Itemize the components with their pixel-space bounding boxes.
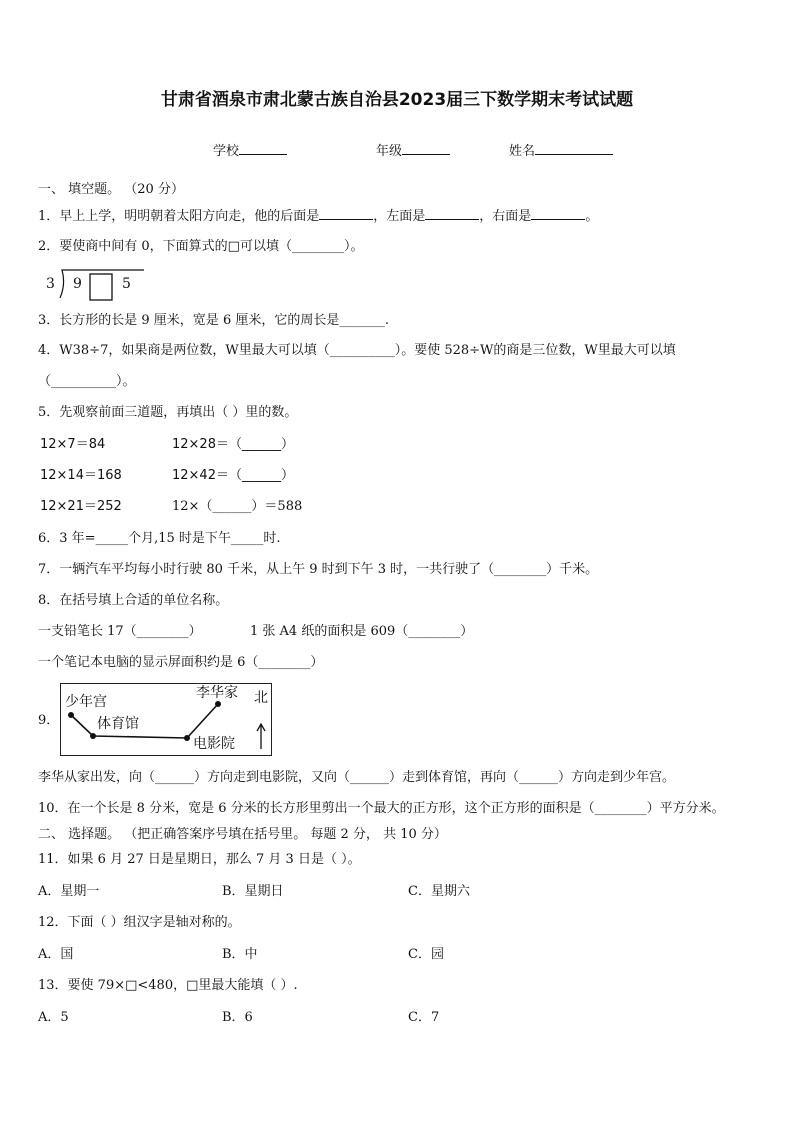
division-digit-3: 5	[122, 276, 131, 292]
question-4-line-2: （__________）。	[38, 374, 136, 389]
map-label-shaonian: 少年宫	[65, 694, 107, 710]
division-divisor: 3	[46, 276, 55, 292]
question-9-text: 李华从家出发，向（______）方向走到电影院，又向（______）走到体育馆，再向（______）方向走到少年宫。	[38, 770, 676, 785]
question-11: 11．如果 6 月 27 日是星期日，那么 7 月 3 日是（ ）。	[38, 852, 361, 867]
school-field	[213, 142, 287, 160]
shaonian-point	[68, 712, 74, 718]
q12-option-b[interactable]: B．中	[222, 947, 258, 962]
map-label-north: 北	[254, 690, 268, 706]
tiyu-point	[90, 733, 96, 739]
question-4-line-1: 4．W38÷7，如果商是两位数，W里最大可以填（__________）。要使 528÷W的商是三位数，W里最大可以填	[38, 343, 676, 358]
q8-item-pencil: 一支铅笔长 17（________）	[38, 624, 202, 639]
q9-route-map	[60, 683, 272, 756]
division-digit-box[interactable]	[90, 274, 112, 300]
q13-option-c[interactable]: C．7	[408, 1010, 440, 1025]
question-1: 1．早上上学，明明朝着太阳方向走，他的后面是 ，左面是 ，右面是 。	[38, 209, 599, 224]
q1-blank-left[interactable]	[425, 207, 479, 220]
lihua-point	[215, 701, 221, 707]
question-13: 13．要使 79×□<480，□里最大能填（ ）.	[38, 978, 298, 993]
name-label: 姓名	[509, 144, 536, 159]
q11-option-c[interactable]: C．星期六	[408, 884, 470, 899]
q8-item-laptop: 一个笔记本电脑的显示屏面积约是 6（________）	[38, 655, 324, 670]
q13-option-b[interactable]: B．6	[222, 1010, 253, 1025]
map-label-lihua: 李华家	[196, 685, 238, 701]
q1-blank-right[interactable]	[531, 207, 585, 220]
q1-blank-behind[interactable]	[319, 207, 373, 220]
section-1-heading: 一、 填空题。 （20 分）	[38, 182, 184, 197]
section-2-heading: 二、 选择题。 （把正确答案序号填在括号里。 每题 2 分， 共 10 分）	[38, 827, 447, 842]
question-12: 12．下面（ ）组汉字是轴对称的。	[38, 915, 241, 930]
q5-row-3-left: 12×21＝252	[40, 499, 122, 514]
q5-row-2-left: 12×14＝168	[40, 468, 122, 483]
school-label: 学校	[213, 144, 240, 159]
name-field	[509, 142, 613, 160]
school-blank[interactable]	[239, 142, 287, 155]
question-10: 10．在一个长是 8 分米，宽是 6 分米的长方形里剪出一个最大的正方形，这个正方形的面积是（________）平方分米。	[38, 801, 725, 816]
question-2: 2．要使商中间有 0，下面算式的□可以填（________）。	[38, 239, 364, 254]
map-label-dianying: 电影院	[193, 736, 235, 752]
question-8: 8．在括号填上合适的单位名称。	[38, 593, 229, 608]
q11-option-b[interactable]: B．星期日	[222, 884, 284, 899]
long-division	[40, 268, 160, 304]
map-label-tiyu: 体育馆	[97, 716, 139, 732]
grade-field	[376, 142, 450, 160]
q5-row-1-right: 12×28＝（______）	[172, 437, 294, 452]
division-digit-1: 9	[73, 276, 82, 292]
question-9-number: 9．	[38, 713, 60, 728]
question-6: 6．3 年=_____个月,15 时是下午_____时.	[38, 531, 281, 546]
name-blank[interactable]	[535, 142, 613, 155]
grade-label: 年级	[376, 144, 403, 159]
dianying-point	[184, 735, 190, 741]
q11-option-a[interactable]: A．星期一	[38, 884, 100, 899]
q12-option-a[interactable]: A．国	[38, 947, 74, 962]
q13-option-a[interactable]: A．5	[38, 1010, 69, 1025]
q12-option-c[interactable]: C．园	[408, 947, 444, 962]
q5-row-1-left: 12×7＝84	[40, 437, 106, 452]
page-title: 甘肃省酒泉市肃北蒙古族自治县2023届三下数学期末考试试题	[160, 90, 634, 110]
question-7: 7．一辆汽车平均每小时行驶 80 千米，从上午 9 时到下午 3 时，一共行驶了（________）千米。	[38, 562, 599, 577]
q8-item-a4: 1 张 A4 纸的面积是 609（________）	[250, 624, 474, 639]
q5-row-3-right: 12×（______）＝588	[172, 499, 303, 514]
grade-blank[interactable]	[402, 142, 450, 155]
question-3: 3．长方形的长是 9 厘米，宽是 6 厘米，它的周长是_______.	[38, 313, 389, 328]
question-5: 5．先观察前面三道题，再填出（ ）里的数。	[38, 405, 298, 420]
q5-row-2-right: 12×42＝（______）	[172, 468, 294, 483]
